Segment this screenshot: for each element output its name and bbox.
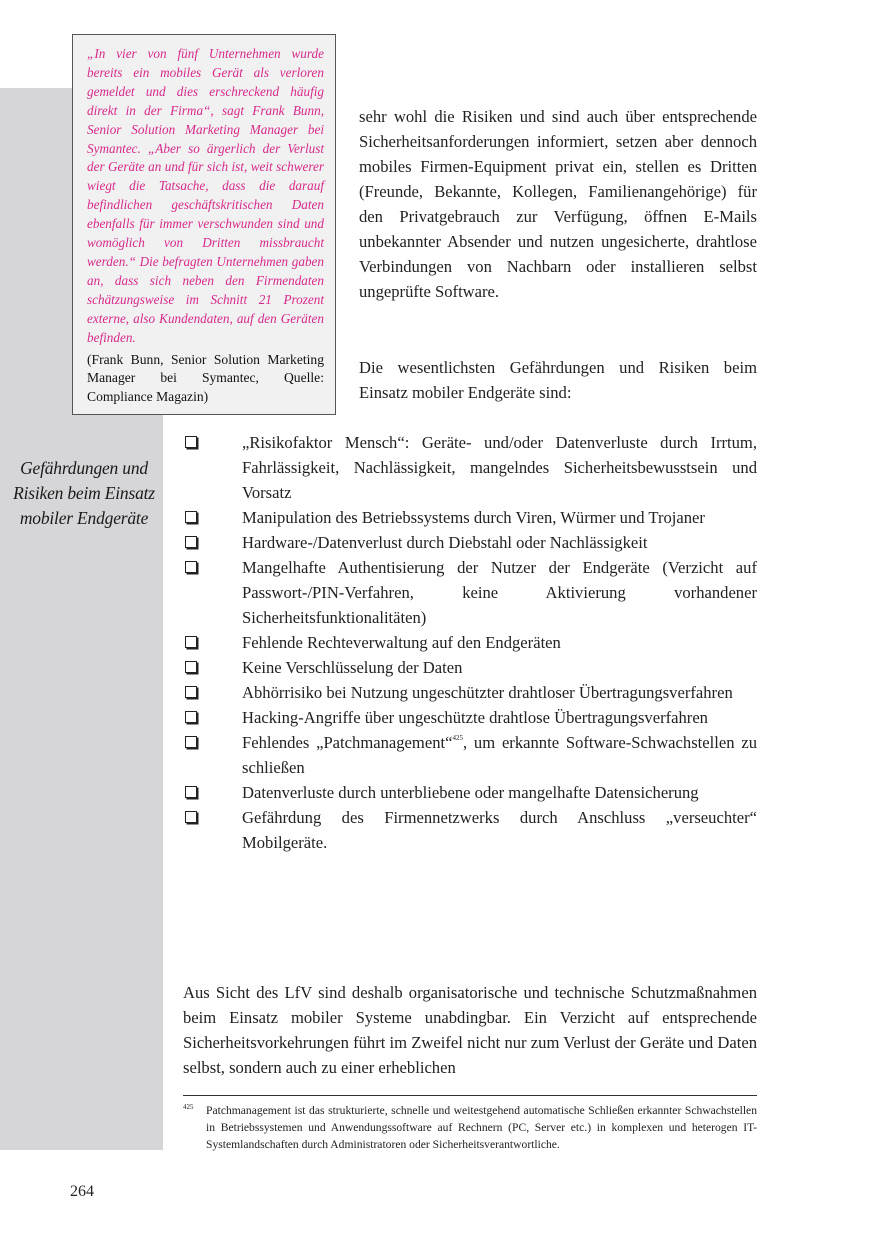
checkbox-bullet-icon <box>185 711 197 723</box>
checkbox-bullet-icon <box>185 811 197 823</box>
page-number: 264 <box>70 1183 94 1200</box>
list-item: Fehlendes „Patchmanagement“$^{425}$, um erkannte Software-Schwachstellen zu schließen <box>183 730 757 780</box>
list-item: Mangelhafte Authentisierung der Nutzer der Endgeräte (Verzicht auf Passwort-/PIN-Verfahren, keine Aktivierung vorhandener Sicherheitsfunktionalitäten) <box>183 555 757 630</box>
intro-paragraph: sehr wohl die Risiken und sind auch über entsprechende Sicherheitsanforderungen informiert, setzen aber dennoch mobiles Firmen-Equipment privat ein, stellen es Dritten (Freunde, Bekannte, Kollegen, Familienangehörige) für den Privatgebrauch zur Verfügung, öffnen E-Mails unbekannter Absender und nutzen ungesicherte, drahtlose Verbindungen von Nachbarn oder installieren selbst ungeprüfte Software. <box>359 107 757 301</box>
list-item: Gefährdung des Firmennetzwerks durch Anschluss „verseuchter“ Mobilgeräte. <box>183 805 757 855</box>
checkbox-bullet-icon <box>185 536 197 548</box>
risk-list <box>183 430 757 855</box>
footnote-divider <box>183 1095 757 1096</box>
footnote <box>183 1102 757 1153</box>
footnote-text: Patchmanagement ist das strukturierte, schnelle und weitestgehend automatische Schließen erkannter Schwachstellen in Betriebssystemen und Anwendungssoftware auf Rechnern (PC, Server etc.) in komplexen und heterogen IT-Systemlandschaften durch Administratoren oder Sicherheitsverantwortliche. <box>206 1104 757 1151</box>
quote-text: „In vier von fünf Unternehmen wurde bereits ein mobiles Gerät als verloren gemeldet und dies erschreckend häufig direkt in der Firma“, sagt Frank Bunn, Senior Solution Marketing Manager bei Symantec. „Aber so ärgerlich der Verlust der Geräte an und für sich ist, weit schwerer wiegt die Tatsache, dass die darauf befindlichen geschäftskritischen Daten ebenfalls für immer verschwunden sind und womöglich von Dritten missbraucht werden.“ Die befragten Unternehmen gaben an, dass sich neben den Firmendaten schätzungsweise im Schnitt 21 Prozent externe, also Kundendaten, auf den Geräten befinden. <box>87 46 324 345</box>
checkbox-bullet-icon <box>185 636 197 648</box>
checkbox-bullet-icon <box>185 661 197 673</box>
list-item: Keine Verschlüsselung der Daten <box>183 655 757 680</box>
list-item: Abhörrisiko bei Nutzung ungeschützter drahtloser Übertragungsverfahren <box>183 680 757 705</box>
checkbox-bullet-icon <box>185 561 197 573</box>
list-item: Datenverluste durch unterbliebene oder mangelhafte Datensicherung <box>183 780 757 805</box>
list-lead-in: Die wesentlichsten Gefährdungen und Risiken beim Einsatz mobiler Endgeräte sind: <box>359 358 757 402</box>
quote-source: (Frank Bunn, Senior Solution Marketing Manager bei Symantec, Quelle: Compliance Magazin) <box>87 351 324 404</box>
checkbox-bullet-icon <box>185 736 197 748</box>
conclusion-paragraph: Aus Sicht des LfV sind deshalb organisatorische und technische Schutzmaßnahmen beim Einsatz mobiler Systeme unabdingbar. Ein Verzicht auf entsprechende Sicherheitsvorkehrungen führt im Zweifel nicht nur zum Verlust der Geräte und Daten selbst, sondern auch zu einer erheblichen <box>183 983 757 1077</box>
list-item: Hacking-Angriffe über ungeschützte drahtlose Übertragungsverfahren <box>183 705 757 730</box>
footnote-number: 425 <box>183 1103 194 1111</box>
footnote-reference[interactable]: 425 <box>452 734 463 742</box>
checkbox-bullet-icon <box>185 686 197 698</box>
checkbox-bullet-icon <box>185 786 197 798</box>
checkbox-bullet-icon <box>185 511 197 523</box>
list-item: Hardware-/Datenverlust durch Diebstahl oder Nachlässigkeit <box>183 530 757 555</box>
margin-heading: Gefährdungen und Risiken beim Einsatz mobiler Endgeräte <box>13 458 155 528</box>
list-item: „Risikofaktor Mensch“: Geräte- und/oder Datenverluste durch Irrtum, Fahrlässigkeit, Nachlässigkeit, mangelndes Sicherheitsbewusstsein und Vorsatz <box>183 430 757 505</box>
quote-box <box>72 34 336 415</box>
list-item: Fehlende Rechteverwaltung auf den Endgeräten <box>183 630 757 655</box>
list-item: Manipulation des Betriebssystems durch Viren, Würmer und Trojaner <box>183 505 757 530</box>
checkbox-bullet-icon <box>185 436 197 448</box>
